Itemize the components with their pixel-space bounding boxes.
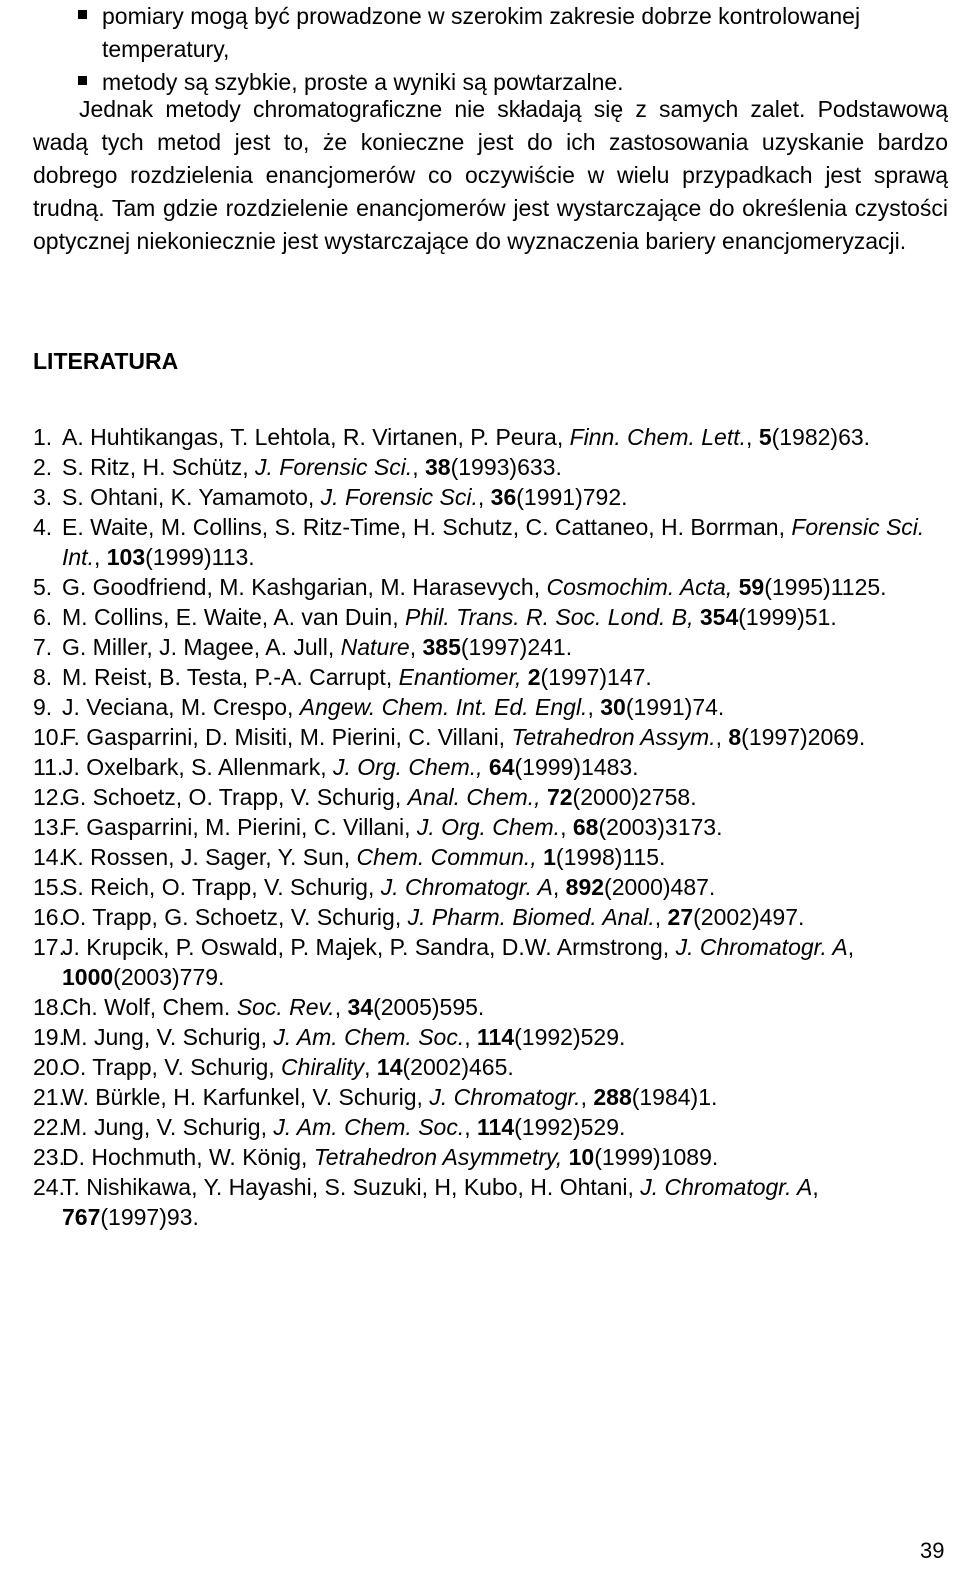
reference-item	[33, 662, 948, 692]
reference-authors: W. Bürkle, H. Karfunkel, V. Schurig,	[62, 1084, 430, 1110]
reference-item	[33, 632, 948, 662]
reference-authors: S. Reich, O. Trapp, V. Schurig,	[62, 874, 381, 900]
reference-authors: G. Goodfriend, M. Kashgarian, M. Harasevych,	[62, 574, 547, 600]
reference-authors: J. Oxelbark, S. Allenmark,	[62, 754, 333, 780]
reference-item	[33, 842, 948, 872]
reference-year-pages: (1999)1483.	[514, 754, 639, 780]
reference-number: 23.	[33, 1144, 65, 1170]
reference-volume: 34	[347, 994, 374, 1020]
reference-separator: ,	[412, 454, 425, 480]
paragraph-sentence: Jednak metody chromatograficzne nie składają się z samych zalet.	[79, 96, 806, 122]
reference-body	[62, 932, 948, 992]
reference-year-pages: (1998)115.	[555, 844, 666, 870]
reference-volume: 288	[593, 1084, 632, 1110]
page-number: 39	[920, 1538, 945, 1563]
reference-body	[62, 452, 948, 482]
reference-number: 19.	[33, 1024, 65, 1050]
reference-number: 21.	[33, 1084, 65, 1110]
reference-number: 8.	[33, 664, 53, 690]
reference-volume: 5	[758, 424, 772, 450]
reference-separator: ,	[560, 814, 573, 840]
reference-volume: 72	[546, 784, 573, 810]
reference-separator: ,	[477, 484, 491, 510]
reference-journal: Cosmochim. Acta,	[546, 574, 733, 600]
reference-body	[62, 512, 948, 572]
reference-journal: J. Am. Chem. Soc.	[273, 1114, 465, 1140]
reference-item	[33, 872, 948, 902]
reference-item	[33, 1112, 948, 1142]
reference-body	[62, 902, 948, 932]
reference-volume: 38	[425, 454, 451, 480]
reference-body	[62, 602, 948, 632]
reference-body	[62, 992, 948, 1022]
reference-body	[62, 632, 948, 662]
reference-year-pages: (1982)63.	[771, 424, 871, 450]
reference-journal: Tetrahedron Asymmetry,	[313, 1144, 563, 1170]
reference-journal: Chirality	[281, 1054, 365, 1080]
reference-separator: ,	[364, 1054, 377, 1080]
reference-year-pages: (1997)241.	[460, 634, 573, 660]
reference-authors: K. Rossen, J. Sager, Y. Sun,	[62, 844, 357, 870]
reference-year-pages: (1992)529.	[514, 1114, 626, 1140]
reference-number: 12.	[33, 784, 65, 810]
reference-year-pages: (1997)2069.	[741, 724, 866, 750]
reference-item	[33, 692, 948, 722]
reference-item	[33, 902, 948, 932]
reference-journal: Chem. Commun.,	[356, 844, 537, 870]
reference-volume: 103	[106, 544, 146, 570]
reference-authors: D. Hochmuth, W. König,	[62, 1144, 314, 1170]
reference-year-pages: (1992)529.	[514, 1024, 626, 1050]
reference-item	[33, 1172, 948, 1232]
reference-journal: Forensic Sci. Int.	[62, 514, 931, 570]
reference-authors: O. Trapp, V. Schurig,	[62, 1054, 282, 1080]
reference-journal: J. Chromatogr. A	[640, 1174, 813, 1200]
bullet-text: pomiary mogą być prowadzone w szerokim zakresie dobrze kontrolowanej temperatury,	[102, 3, 861, 62]
reference-year-pages: (2003)3173.	[598, 814, 723, 840]
reference-item	[33, 932, 948, 992]
reference-number: 10.	[33, 724, 65, 750]
reference-authors: F. Gasparrini, D. Misiti, M. Pierini, C. Villani,	[62, 724, 512, 750]
reference-volume: 892	[565, 874, 605, 900]
reference-number: 7.	[33, 634, 53, 660]
paragraph-sentence: Tam gdzie rozdzielenie enancjomerów jest wystarczające do określenia czystości optycznej niekoniecznie jest wystarczające do wyznaczenia bariery enancjomeryzacji.	[33, 195, 948, 254]
reference-volume: 68	[572, 814, 599, 840]
reference-number: 22.	[33, 1114, 65, 1140]
bullet-item	[78, 0, 948, 66]
reference-volume: 64	[488, 754, 515, 780]
reference-item	[33, 482, 948, 512]
reference-item	[33, 782, 948, 812]
bullet-list	[78, 0, 948, 99]
reference-item	[33, 572, 948, 602]
reference-journal: Anal. Chem.,	[407, 784, 541, 810]
reference-volume: 114	[477, 1114, 515, 1140]
reference-volume: 10	[568, 1144, 595, 1170]
reference-number: 4.	[33, 514, 53, 540]
reference-body	[62, 1022, 948, 1052]
reference-volume: 1000	[62, 964, 114, 990]
reference-authors: Ch. Wolf, Chem.	[62, 994, 237, 1020]
reference-year-pages: (1984)1.	[631, 1084, 718, 1110]
reference-journal: Tetrahedron Assym.	[511, 724, 716, 750]
reference-volume: 59	[738, 574, 765, 600]
reference-year-pages: (2003)779.	[113, 964, 225, 990]
reference-number: 14.	[33, 844, 65, 870]
reference-year-pages: (1997)93.	[100, 1204, 199, 1230]
reference-year-pages: (2005)595.	[373, 994, 485, 1020]
reference-item	[33, 1142, 948, 1172]
reference-separator: ,	[93, 544, 107, 570]
reference-number: 20.	[33, 1054, 65, 1080]
reference-body	[62, 722, 948, 752]
reference-authors: G. Schoetz, O. Trapp, V. Schurig,	[62, 784, 408, 810]
reference-volume: 2	[527, 664, 541, 690]
reference-authors: M. Reist, B. Testa, P.-A. Carrupt,	[62, 664, 399, 690]
reference-authors: F. Gasparrini, M. Pierini, C. Villani,	[62, 814, 417, 840]
reference-year-pages: (2002)497.	[693, 904, 805, 930]
reference-authors: O. Trapp, G. Schoetz, V. Schurig,	[62, 904, 408, 930]
reference-volume: 30	[600, 694, 626, 720]
reference-year-pages: (1999)51.	[738, 604, 837, 630]
reference-journal: J. Forensic Sci.	[320, 484, 478, 510]
reference-year-pages: (2000)2758.	[572, 784, 697, 810]
reference-volume: 767	[62, 1204, 101, 1230]
reference-volume: 14	[376, 1054, 403, 1080]
reference-year-pages: (1997)147.	[540, 664, 652, 690]
reference-separator: ,	[464, 1114, 478, 1140]
bullet-text: metody są szybkie, proste a wyniki są powtarzalne.	[102, 69, 624, 95]
reference-year-pages: (2000)487.	[604, 874, 716, 900]
section-heading: LITERATURA	[33, 348, 179, 374]
reference-number: 15.	[33, 874, 65, 900]
reference-year-pages: (1999)1089.	[594, 1144, 719, 1170]
reference-volume: 27	[667, 904, 694, 930]
reference-authors: S. Ritz, H. Schütz,	[62, 454, 255, 480]
reference-journal: J. Forensic Sci.	[255, 454, 413, 480]
reference-separator: ,	[334, 994, 348, 1020]
reference-authors: M. Jung, V. Schurig,	[62, 1024, 274, 1050]
reference-volume: 114	[477, 1024, 515, 1050]
reference-number: 17.	[33, 934, 65, 960]
reference-number: 2.	[33, 454, 53, 480]
reference-journal: Soc. Rev.	[236, 994, 335, 1020]
reference-item	[33, 602, 948, 632]
reference-journal: Phil. Trans. R. Soc. Lond. B,	[405, 604, 694, 630]
reference-item	[33, 1052, 948, 1082]
reference-separator: ,	[812, 1174, 826, 1200]
reference-separator: ,	[464, 1024, 478, 1050]
reference-year-pages: (1991)792.	[516, 484, 628, 510]
reference-journal: J. Am. Chem. Soc.	[273, 1024, 465, 1050]
square-bullet-icon	[78, 10, 87, 19]
reference-authors: E. Waite, M. Collins, S. Ritz-Time, H. Schutz, C. Cattaneo, H. Borrman,	[62, 514, 792, 540]
reference-volume: 1	[543, 844, 556, 870]
reference-journal: Angew. Chem. Int. Ed. Engl.	[299, 694, 588, 720]
reference-body	[62, 662, 948, 692]
reference-number: 1.	[33, 424, 53, 450]
reference-journal: J. Org. Chem.,	[332, 754, 483, 780]
reference-item	[33, 1022, 948, 1052]
reference-authors: J. Veciana, M. Crespo,	[62, 694, 300, 720]
reference-body	[62, 482, 948, 512]
reference-number: 11.	[33, 754, 64, 780]
reference-item	[33, 722, 948, 752]
reference-body	[62, 752, 948, 782]
reference-item	[33, 752, 948, 782]
reference-journal: J. Pharm. Biomed. Anal.	[407, 904, 655, 930]
reference-item	[33, 512, 948, 572]
reference-separator: ,	[746, 424, 759, 450]
reference-authors: M. Jung, V. Schurig,	[62, 1114, 274, 1140]
reference-journal: J. Chromatogr.	[429, 1084, 581, 1110]
reference-body	[62, 1112, 948, 1142]
reference-number: 16.	[33, 904, 65, 930]
reference-journal: Finn. Chem. Lett.	[569, 424, 747, 450]
reference-item	[33, 422, 948, 452]
reference-year-pages: (2002)465.	[402, 1054, 514, 1080]
reference-body	[62, 1142, 948, 1172]
reference-journal: J. Chromatogr. A	[675, 934, 848, 960]
reference-authors: G. Miller, J. Magee, A. Jull,	[62, 634, 341, 660]
reference-volume: 354	[699, 604, 739, 630]
reference-body	[62, 1052, 948, 1082]
reference-number: 6.	[33, 604, 53, 630]
reference-separator: ,	[654, 904, 668, 930]
reference-body	[62, 1082, 948, 1112]
body-paragraph	[33, 93, 948, 258]
reference-year-pages: (1995)1125.	[764, 574, 887, 600]
reference-year-pages: (1991)74.	[625, 694, 725, 720]
reference-number: 3.	[33, 484, 53, 510]
reference-volume: 8	[728, 724, 742, 750]
reference-journal: J. Org. Chem.	[416, 814, 561, 840]
reference-authors: A. Huhtikangas, T. Lehtola, R. Virtanen, P. Peura,	[62, 424, 570, 450]
reference-item	[33, 452, 948, 482]
reference-separator: ,	[847, 934, 861, 960]
reference-authors: T. Nishikawa, Y. Hayashi, S. Suzuki, H, Kubo, H. Ohtani,	[62, 1174, 641, 1200]
reference-number: 13.	[33, 814, 65, 840]
reference-item	[33, 1082, 948, 1112]
reference-authors: S. Ohtani, K. Yamamoto,	[62, 484, 321, 510]
reference-authors: J. Krupcik, P. Oswald, P. Majek, P. Sandra, D.W. Armstrong,	[62, 934, 676, 960]
square-bullet-icon	[78, 76, 87, 85]
reference-body	[62, 812, 948, 842]
reference-journal: J. Chromatogr. A	[380, 874, 553, 900]
reference-number: 5.	[33, 574, 53, 600]
reference-separator: ,	[715, 724, 729, 750]
reference-body	[62, 872, 948, 902]
reference-item	[33, 992, 948, 1022]
paragraph-sentence: Podstawową wadą tych metod jest to, że konieczne jest do ich zastosowania uzyskanie bardzo dobrego rozdzielenia enancjomerów co oczywiście w wielu przypadkach jest sprawą trudną.	[33, 96, 949, 221]
reference-separator: ,	[409, 634, 423, 660]
reference-number: 9.	[33, 694, 53, 720]
reference-number: 24.	[33, 1174, 65, 1200]
reference-body	[62, 782, 948, 812]
reference-year-pages: (1993)633.	[450, 454, 562, 480]
reference-separator: ,	[580, 1084, 594, 1110]
reference-body	[62, 842, 948, 872]
reference-separator: ,	[552, 874, 566, 900]
reference-volume: 385	[422, 634, 461, 660]
reference-item	[33, 812, 948, 842]
reference-volume: 36	[490, 484, 517, 510]
reference-list	[33, 422, 948, 1232]
reference-body	[62, 422, 948, 452]
reference-separator: ,	[587, 694, 601, 720]
reference-year-pages: (1999)113.	[145, 544, 255, 570]
reference-journal: Nature	[340, 634, 410, 660]
reference-number: 18.	[33, 994, 65, 1020]
reference-body	[62, 572, 948, 602]
reference-authors: M. Collins, E. Waite, A. van Duin,	[62, 604, 405, 630]
reference-body	[62, 1172, 948, 1232]
reference-journal: Enantiomer,	[398, 664, 522, 690]
reference-body	[62, 692, 948, 722]
